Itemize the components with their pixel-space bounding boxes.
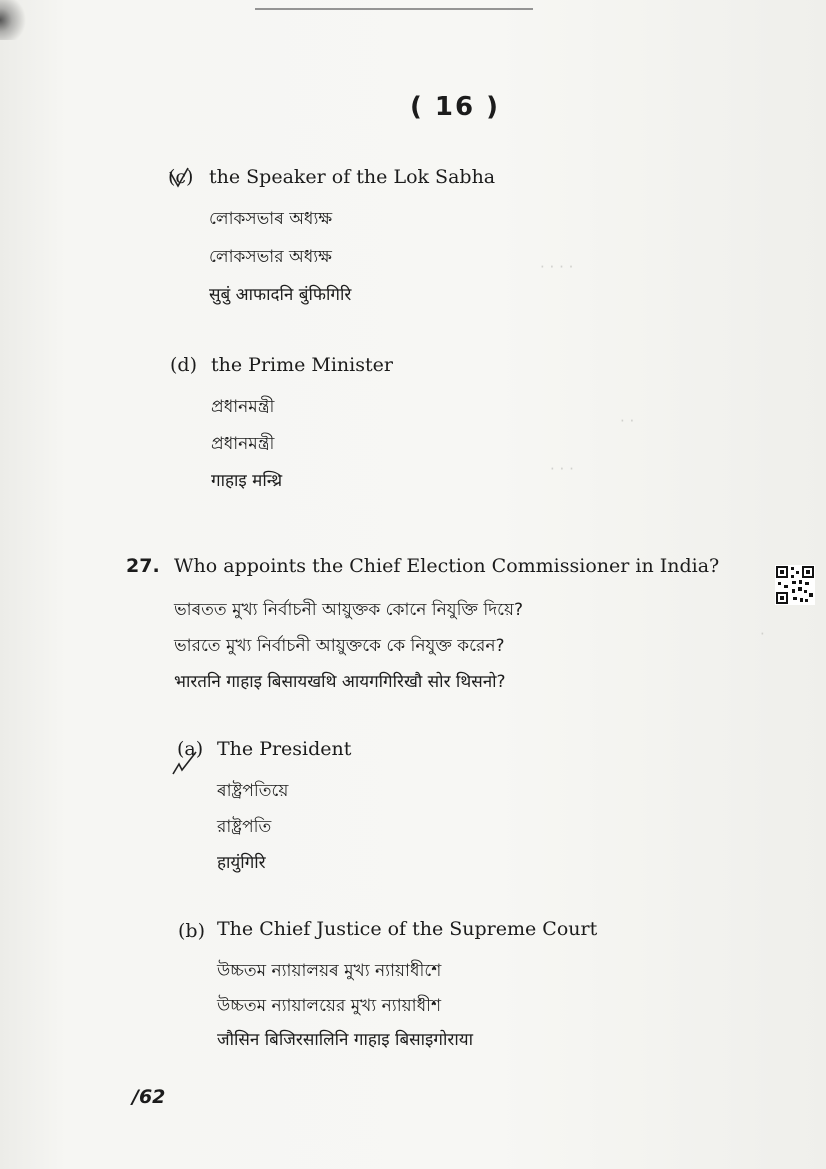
option-c-bengali: লোকসভার অধ্যক্ষ xyxy=(209,247,332,267)
option-c-english: the Speaker of the Lok Sabha xyxy=(209,166,496,188)
tick-mark-icon xyxy=(166,166,192,192)
option-d-bengali: প্রধানমন্ত্রী xyxy=(211,434,275,454)
option-b-bodo: जौसिन बिजिरसालिनि गाहाइ बिसाइगोराया xyxy=(217,1030,473,1050)
question-english: Who appoints the Chief Election Commissioner in India? xyxy=(174,555,720,577)
question-bengali: ভারতে মুখ্য নির্বাচনী আয়ুক্তকে কে নিযুক্ত করেন? xyxy=(174,636,505,656)
option-a-bengali: রাষ্ট্রপতি xyxy=(217,817,272,837)
tick-mark-icon xyxy=(170,748,200,778)
option-a-label: (a) xyxy=(177,738,204,760)
footer-code: /62 xyxy=(132,1086,166,1108)
option-b-bengali: উচ্চতম ন্যায়ালয়ের মুখ্য ন্যায়াধীশ xyxy=(217,996,442,1016)
bleed-through-text: · · · xyxy=(550,460,574,478)
bleed-through-text: · xyxy=(760,625,765,643)
question-number: 27. xyxy=(126,555,160,577)
option-a-english: The President xyxy=(217,738,352,760)
option-d-label: (d) xyxy=(170,354,197,376)
bleed-through-text: · · xyxy=(620,412,635,430)
page-number: ( 16 ) xyxy=(410,92,501,122)
option-c-bodo: सुबुं आफादनि बुंफिगिरि xyxy=(209,285,352,305)
question-bodo: भारतनि गाहाइ बिसायखथि आयगगिरिखौ सोर थिसनो? xyxy=(174,672,506,692)
option-b-assamese: উচ্চতম ন্যায়ালয়ৰ মুখ্য ন্যায়াধীশে xyxy=(217,961,442,981)
option-b-label: (b) xyxy=(178,920,205,942)
option-c-assamese: লোকসভাৰ অধ্যক্ষ xyxy=(209,209,333,229)
bleed-through-text: · · · · xyxy=(540,258,574,276)
option-d-bodo: गाहाइ मन्थ्रि xyxy=(211,471,283,491)
top-rule xyxy=(255,8,533,10)
option-d-assamese: প্ৰধানমন্ত্ৰী xyxy=(211,397,275,417)
question-assamese: ভাৰতত মুখ্য নিৰ্বাচনী আয়ুক্তক কোনে নিযুক্তি দিয়ে? xyxy=(174,600,524,620)
option-b-english: The Chief Justice of the Supreme Court xyxy=(217,918,598,940)
option-a-assamese: ৰাষ্ট্ৰপতিয়ে xyxy=(217,781,289,801)
option-c-label: (c) xyxy=(168,166,194,188)
option-a-bodo: हायुंगिरि xyxy=(217,853,266,873)
option-d-english: the Prime Minister xyxy=(211,354,393,376)
qr-code-icon xyxy=(775,565,815,605)
scan-corner-shadow xyxy=(0,0,30,40)
